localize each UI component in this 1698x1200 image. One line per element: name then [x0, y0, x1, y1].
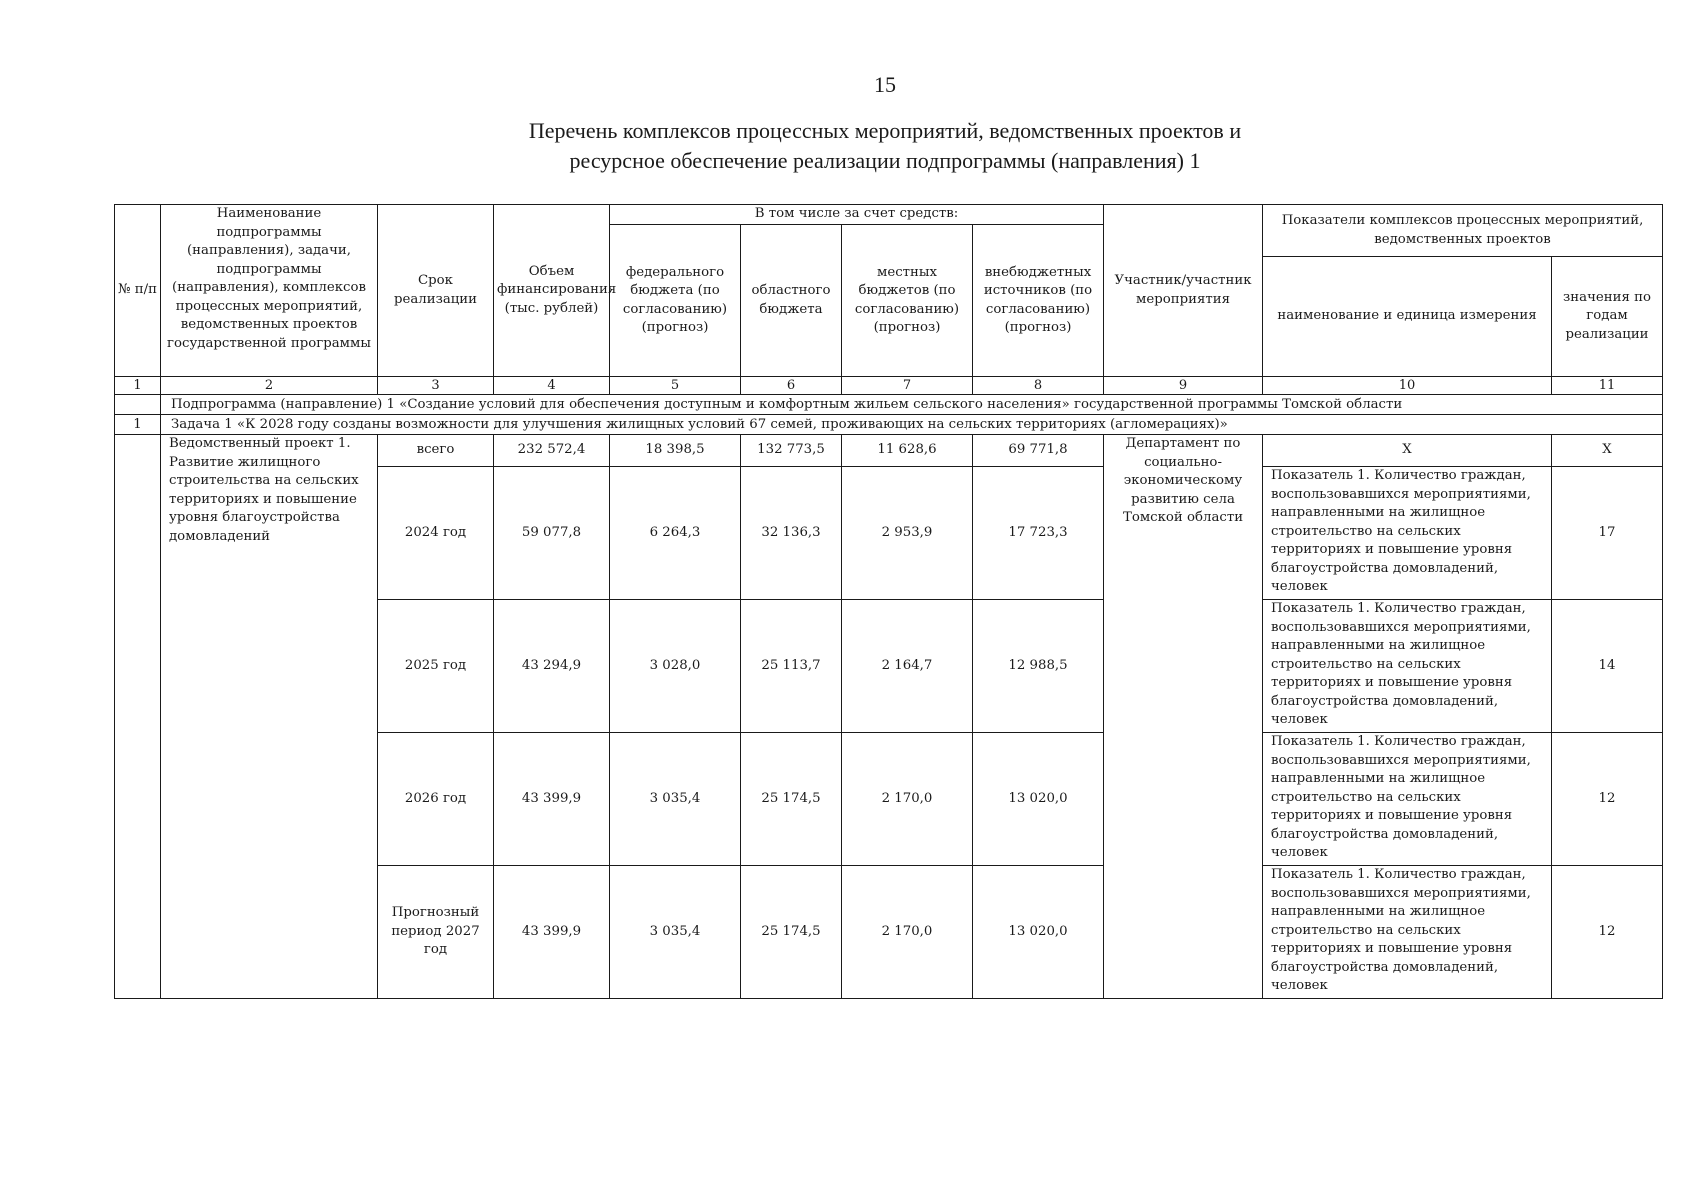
local-cell: 2 953,9	[842, 467, 973, 600]
column-number: 1	[115, 377, 161, 395]
column-number: 7	[842, 377, 973, 395]
header-period: Срок реализации	[378, 205, 494, 377]
extrabudget-cell: 13 020,0	[973, 733, 1104, 866]
subprogram-num-cell	[115, 395, 161, 415]
federal-cell: 6 264,3	[610, 467, 741, 600]
volume-cell: 59 077,8	[494, 467, 610, 600]
indicator-cell: Показатель 1. Количество граждан, воспользовавшихся мероприятиями, направленными на жилищное строительство на сельских территориях и повышение уровня благоустройства домовладений, человек	[1263, 733, 1552, 866]
column-number: 3	[378, 377, 494, 395]
indicator-cell: Показатель 1. Количество граждан, воспользовавшихся мероприятиями, направленными на жилищное строительство на сельских территориях и повышение уровня благоустройства домовладений, человек	[1263, 467, 1552, 600]
regional-cell: 25 174,5	[741, 866, 842, 999]
indicator-value-cell: 12	[1552, 733, 1663, 866]
header-federal: федерального бюджета (по согласованию) (прогноз)	[610, 225, 741, 377]
column-number: 10	[1263, 377, 1552, 395]
volume-cell: 43 294,9	[494, 600, 610, 733]
column-number: 11	[1552, 377, 1663, 395]
period-cell: 2026 год	[378, 733, 494, 866]
column-number: 2	[161, 377, 378, 395]
indicator-value-cell: Х	[1552, 435, 1663, 467]
header-row-1	[115, 205, 1663, 225]
regional-cell: 132 773,5	[741, 435, 842, 467]
extrabudget-cell: 17 723,3	[973, 467, 1104, 600]
header-sources-group: В том числе за счет средств:	[610, 205, 1104, 225]
document-title-line-1: Перечень комплексов процессных мероприятий, ведомственных проектов и	[528, 118, 1242, 143]
task-row	[115, 415, 1663, 435]
volume-cell: 43 399,9	[494, 866, 610, 999]
column-number: 8	[973, 377, 1104, 395]
header-indicator-name: наименование и единица измерения	[1263, 257, 1552, 377]
task-num: 1	[115, 415, 161, 435]
indicator-value-cell: 14	[1552, 600, 1663, 733]
project-num-cell	[115, 435, 161, 999]
header-indicators-group: Показатели комплексов процессных мероприятий, ведомственных проектов	[1263, 205, 1663, 257]
header-regional: областного бюджета	[741, 225, 842, 377]
indicator-cell: Показатель 1. Количество граждан, воспользовавшихся мероприятиями, направленными на жилищное строительство на сельских территориях и повышение уровня благоустройства домовладений, человек	[1263, 600, 1552, 733]
header-participant: Участник/участник мероприятия	[1104, 205, 1263, 377]
local-cell: 11 628,6	[842, 435, 973, 467]
volume-cell: 232 572,4	[494, 435, 610, 467]
extrabudget-cell: 69 771,8	[973, 435, 1104, 467]
document-title-line-2: ресурсное обеспечение реализации подпрограммы (направления) 1	[569, 148, 1201, 173]
local-cell: 2 170,0	[842, 733, 973, 866]
federal-cell: 18 398,5	[610, 435, 741, 467]
task-title: Задача 1 «К 2028 году созданы возможности для улучшения жилищных условий 67 семей, проживающих на сельских территориях (агломерациях)»	[161, 415, 1663, 435]
header-num: № п/п	[115, 205, 161, 377]
period-cell: всего	[378, 435, 494, 467]
period-cell: 2024 год	[378, 467, 494, 600]
regional-cell: 25 113,7	[741, 600, 842, 733]
indicator-cell: Х	[1263, 435, 1552, 467]
project-name: Ведомственный проект 1. Развитие жилищного строительства на сельских территориях и повышение уровня благоустройства домовладений	[161, 435, 378, 999]
page-number: 15	[874, 72, 896, 97]
column-number: 4	[494, 377, 610, 395]
header-local: местных бюджетов (по согласованию) (прогноз)	[842, 225, 973, 377]
indicator-value-cell: 12	[1552, 866, 1663, 999]
period-cell: Прогнозный период 2027 год	[378, 866, 494, 999]
participant-cell: Департамент по социально-экономическому развитию села Томской области	[1104, 435, 1263, 999]
program-table	[114, 204, 1663, 999]
header-extrabudget: внебюджетных источников (по согласованию) (прогноз)	[973, 225, 1104, 377]
volume-cell: 43 399,9	[494, 733, 610, 866]
column-number: 9	[1104, 377, 1263, 395]
project-row-total	[115, 435, 1663, 467]
regional-cell: 32 136,3	[741, 467, 842, 600]
extrabudget-cell: 13 020,0	[973, 866, 1104, 999]
header-indicator-values: значения по годам реализации	[1552, 257, 1663, 377]
federal-cell: 3 035,4	[610, 866, 741, 999]
header-volume: Объем финансирования (тыс. рублей)	[494, 205, 610, 377]
period-cell: 2025 год	[378, 600, 494, 733]
indicator-value-cell: 17	[1552, 467, 1663, 600]
column-number: 5	[610, 377, 741, 395]
column-number: 6	[741, 377, 842, 395]
local-cell: 2 164,7	[842, 600, 973, 733]
column-number-row	[115, 377, 1663, 395]
header-name: Наименование подпрограммы (направления), задачи, подпрограммы (направления), комплексов процессных мероприятий, ведомственных проектов государственной программы	[161, 205, 378, 377]
indicator-cell: Показатель 1. Количество граждан, воспользовавшихся мероприятиями, направленными на жилищное строительство на сельских территориях и повышение уровня благоустройства домовладений, человек	[1263, 866, 1552, 999]
subprogram-title: Подпрограмма (направление) 1 «Создание условий для обеспечения доступным и комфортным жильем сельского населения» государственной программы Томской области	[161, 395, 1663, 415]
regional-cell: 25 174,5	[741, 733, 842, 866]
document-title	[0, 116, 1698, 176]
local-cell: 2 170,0	[842, 866, 973, 999]
federal-cell: 3 035,4	[610, 733, 741, 866]
federal-cell: 3 028,0	[610, 600, 741, 733]
subprogram-row	[115, 395, 1663, 415]
extrabudget-cell: 12 988,5	[973, 600, 1104, 733]
